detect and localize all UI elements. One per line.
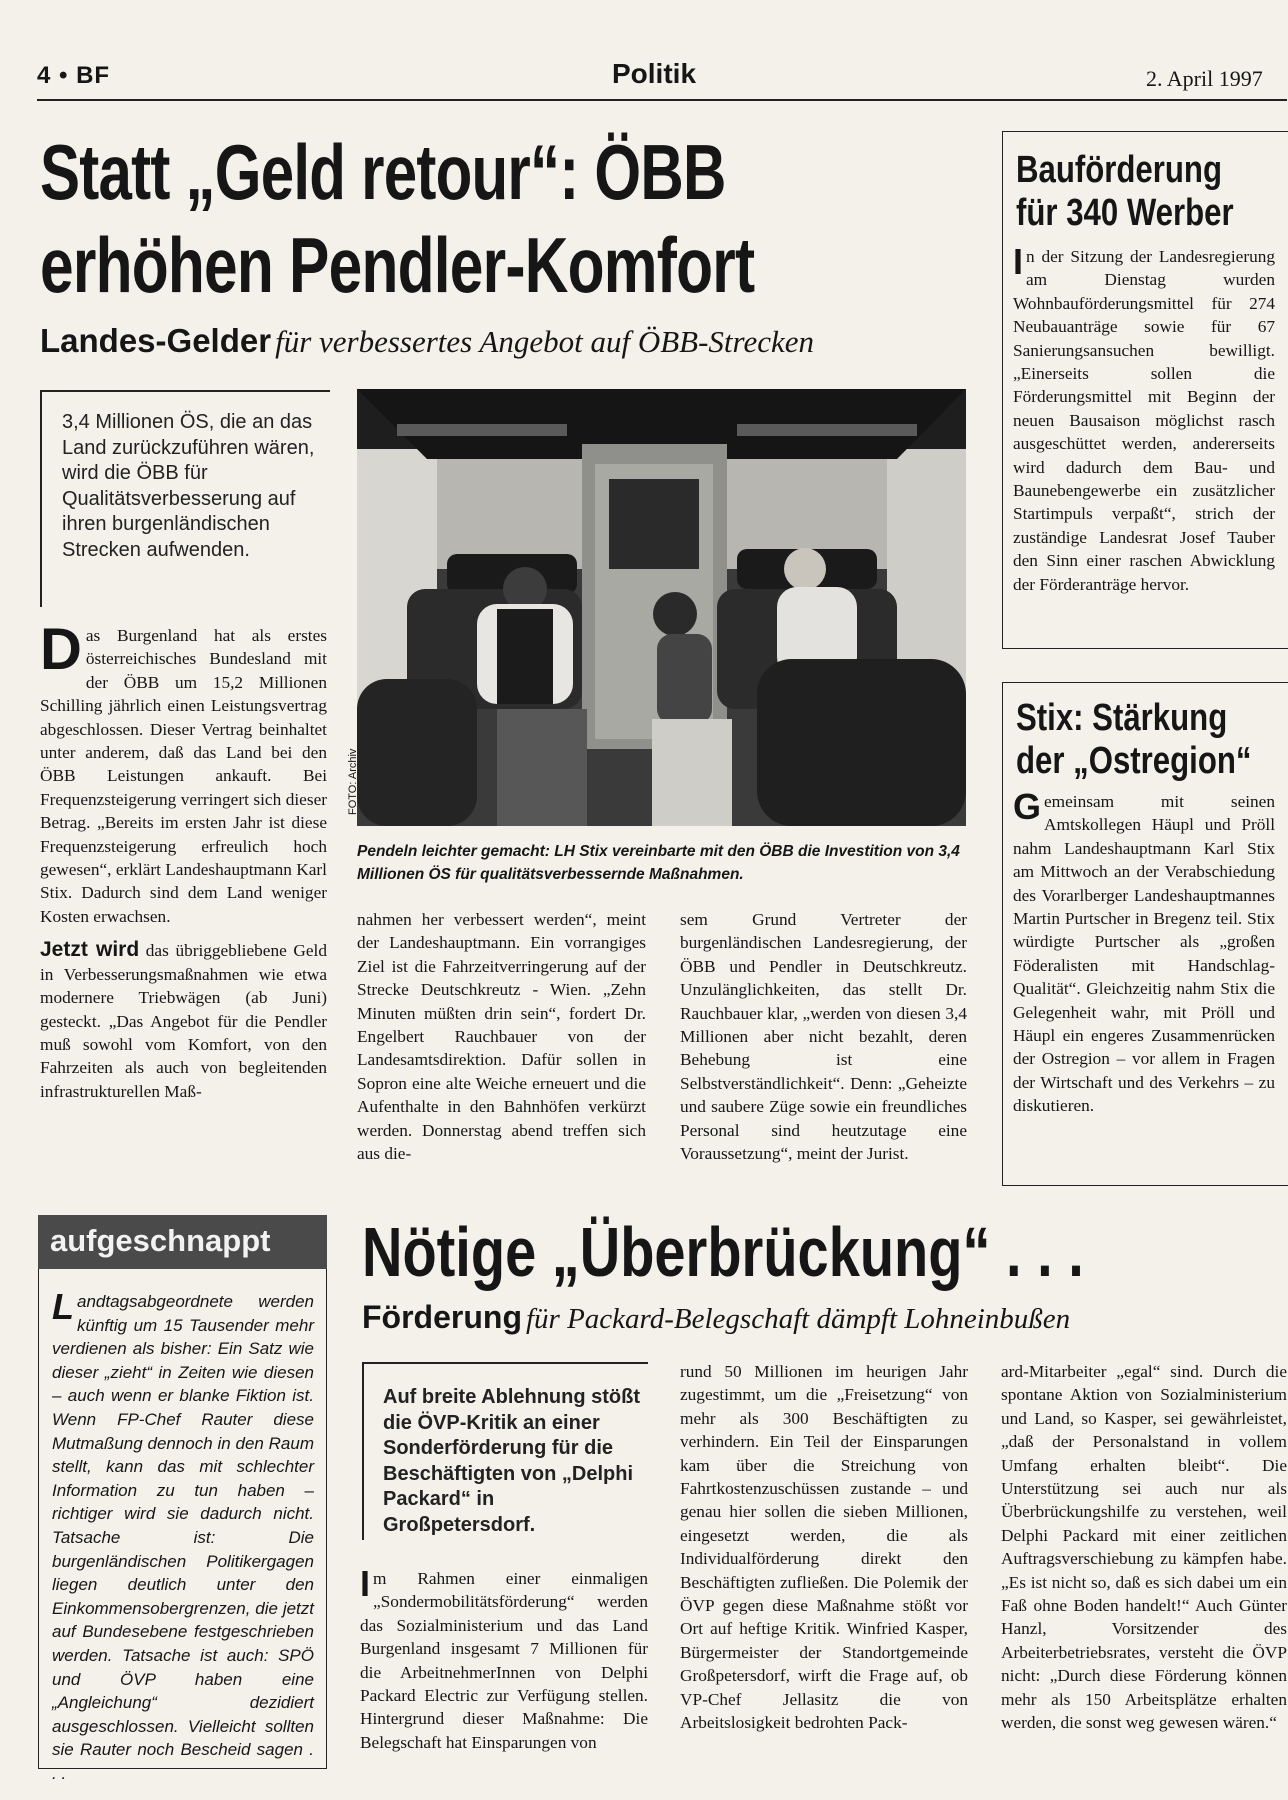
aufgeschnappt-label: aufgeschnappt [38,1215,327,1269]
section-title: Politik [612,58,697,89]
article1-teaser-text: 3,4 Millionen ÖS, die an das Land zurückzuführen wären, wird die ÖBB für Qualitätsverbesserung auf ihren burgenländischen Strecken aufwenden. [62,411,315,561]
sidebar1-text: n der Sitzung der Landesregierung am Dienstag wurden Wohnbauförderungsmittel für 274 Neubauanträge sowie für 67 Sanierungsansuchen bewilligt. „Einerseits sollen die Förderungsmittel mit Beginn der neuen Bausaison möglichst rasch ausgeschüttet werden, andererseits wird dadurch dem Bau- und Baunebengewerbe ein zusätzlicher Startimpuls verpaßt“, strich der zuständige Landesrat Josef Tauber den Sinn einer raschen Abwicklung der Förderanträge hervor. [1013,247,1275,594]
sidebar1-dropcap: I [1013,241,1024,282]
article2-teaser-top [362,1362,648,1364]
article2-subhead-bold: Förderung [362,1299,522,1335]
page-label: 4 • BF [37,62,111,89]
article1-col3 [680,908,967,1165]
article1-dropcap: D [40,617,82,682]
article1-para1: as Burgenland hat als erstes österreichisches Bundesland mit der ÖBB um 15,2 Millionen Schilling jährlich einen Leistungsvertrag abgeschlossen. Dieser Vertrag beinhaltet unter anderem, daß das Land bei den ÖBB Leistungen ankauft. Bei Frequenzsteigerung verringert sich dieser Betrag. „Bereits im ersten Jahr ist diese Frequenzsteigerung erfreulich hoch gewesen“, erklärt Landeshauptmann Karl Stix. Dadurch sind dem Land weniger Kosten erwachsen. [40,626,327,926]
sidebar2-text: emeinsam mit seinen Amtskollegen Häupl und Pröll nahm Landeshauptmann Karl Stix am Mittwoch an der Verabschiedung des Vorarlberger Landeshauptmannes Martin Purtscher in Bregenz teil. Stix würdigte Purtscher als „großen Föderalisten mit Handschlag-Qualität“. Gleichzeitig nahm Stix die Gelegenheit wahr, mit Pröll und Häupl ein engeres Zusammenrücken der Ostregion – vor allem in Fragen der Wirtschaft und des Verkehrs – zu diskutieren. [1013,792,1275,1116]
sidebar1-title-line2: für 340 Werber [1016,192,1234,234]
sidebar1-title-line1: Bauförderung [1016,149,1222,191]
sidebar1-body [1013,241,1275,596]
article1-teaser [62,410,327,563]
article2-subhead [362,1299,1070,1336]
aufgeschnappt-text: andtagsabgeordnete werden künftig um 15 Tausender mehr verdienen als bisher: Ein Satz wie dieser „zieht“ in Zeiten wie diesen – auch wenn er blanke Fiktion ist. Wenn FP-Chef Rauter diese Mutmaßung dennoch in den Raum stellt, kann das mit schlechter Information zu tun haben – richtiger wird sie dadurch nicht. Tatsache ist: Die burgenländischen Politikergagen liegen deutlich unter den Einkommensobergrenzen, die jetzt auf Bundesebene festgeschrieben werden. Tatsache ist auch: SPÖ und ÖVP haben eine „Angleichung“ dezidiert ausgeschlossen. Vielleicht sollten sie Rauter noch Bescheid sagen . . . [52,1292,314,1783]
article2-teaser-text: Auf breite Ablehnung stößt die ÖVP-Kritik an einer Sonderförderung für die Beschäftigten von „Delphi Packard“ in Großpetersdorf. [383,1386,641,1536]
article1-col2 [357,908,646,1165]
article1-col1 [40,617,327,1103]
train-photo [357,389,966,826]
article2-col2-text: rund 50 Millionen im heurigen Jahr zugestimmt, um die „Freisetzung“ von mehr als 300 Beschäftigten zu verhindern. Ein Teil der Einsparungen kam über die Streichung von Fahrtkostenzuschüssen zustande – und genau hier sollen die sieben Millionen, eingesetzt werden, die als Individualförderung direkt den Beschäftigten zufließen. Die Polemik der ÖVP gegen diese Maßnahme stößt vor Ort auf heftige Kritik. Winfried Kasper, Bürgermeister der Standortgemeinde Großpetersdorf, wirft die Frage auf, ob VP-Chef Jellasitz die von Arbeitslosigkeit bedrohten Pack- [680,1362,968,1733]
article2-col3-text: ard-Mitarbeiter „egal“ sind. Durch die spontane Aktion von Sozialministerium und Land, so Kasper, sei gewährleistet, „daß der Personalstand in vollem Umfang erhalten bleibt“. Die Unterstützung sei auch nur als Überbrückungshilfe zu verstehen, weil Delphi Packard mit einer zeitlichen Auftragsverschiebung zu kämpfen habe. „Es ist nicht so, daß es sich dabei um ein Faß ohne Boden handelt!“ Auch Günter Hanzl, Vorsitzender des Arbeiterbetriebsrates, versteht die ÖVP nicht: „Durch diese Förderung können mehr als 150 Arbeitsplätze erhalten werden, die sonst weg gewesen wären.“ [1001,1362,1287,1733]
article2-teaser [383,1385,645,1538]
article1-subhead-bold: Landes-Gelder [40,322,272,359]
aufgeschnappt-body [52,1286,314,1785]
article1-col2-text: nahmen her verbessert werden“, meint der Landeshauptmann. Ein vorrangiges Ziel ist die Fahrzeitverringerung auf der Strecke Deutschkreutz - Wien. „Zehn Minuten müßten drin sein“, fordert Dr. Engelbert Rauchbauer von der Landesamtsdirektion. Dafür sollen in Sopron eine alte Weiche erneuert und die Aufenthalte in den Bahnhöfen verkürzt werden. Donnerstag abend treffen sich aus die- [357,910,646,1164]
article2-subhead-italic: für Packard-Belegschaft dämpft Lohneinbußen [525,1303,1071,1335]
aufgeschnappt-dropcap: L [52,1286,74,1327]
sidebar2-body [1013,786,1275,1118]
article1-teaser-top [40,390,330,392]
article1-teaser-border [40,390,42,607]
sidebar2-title-line1: Stix: Stärkung [1016,697,1228,739]
article1-subhead [40,322,814,360]
sidebar2-dropcap: G [1013,786,1042,827]
article1-headline-line1: Statt „Geld retour“: ÖBB [40,128,726,216]
photo-caption [357,840,962,886]
article2-headline: Nötige „Überbrückung“ . . . [362,1213,1084,1291]
article2-dropcap: I [360,1563,371,1604]
article1-headline-line2: erhöhen Pendler-Komfort [40,221,755,309]
article2-col3 [1001,1360,1287,1735]
article1-leadin: Jetzt wird [40,938,140,962]
issue-date: 2. April 1997 [1146,66,1263,91]
article1-col3-text: sem Grund Vertreter der burgenländischen Landesregierung, der ÖBB und Pendler in Deutschkreutz. Unzulänglichkeiten, das stellt Dr. Rauchbauer klar, „werden von diesen 3,4 Millionen aber nicht bezahlt, deren Behebung ist eine Selbstverständlichkeit“. Denn: „Geheizte und saubere Züge sowie ein freundliches Personal sind heutzutage eine Voraussetzung“, meint der Jurist. [680,910,967,1164]
article2-col2 [680,1360,968,1735]
header-rule [37,99,1287,101]
train-interior-illustration [357,389,966,826]
article1-subhead-italic: für verbessertes Angebot auf ÖBB-Strecken [275,324,814,359]
article1-para2: das übriggebliebene Geld in Verbesserungsmaßnahmen wie etwa modernere Triebwägen (ab Juni) gesteckt. „Das Angebot für die Pendler muß sowohl vom Komfort, von den Fahrzeiten als auch von begleitenden infrastrukturellen Maß- [40,941,327,1101]
photo-credit: FOTO: Archiv [347,748,359,815]
photo-caption-text: Pendeln leichter gemacht: LH Stix vereinbarte mit den ÖBB die Investition von 3,4 Millionen ÖS für qualitätsverbessernde Maßnahmen. [357,843,960,883]
sidebar2-title-line2: der „Ostregion“ [1016,740,1252,782]
article2-col1-text: m Rahmen einer einmaligen „Sondermobilitätsförderung“ werden das Sozialministerium und das Land Burgenland insgesamt 7 Millionen für die ArbeitnehmerInnen von Delphi Packard Electric zur Verfügung stellen. Hintergrund dieser Maßnahme: Die Belegschaft hat Einsparungen von [360,1569,648,1752]
article2-teaser-border [362,1362,364,1540]
article2-col1 [360,1563,648,1754]
